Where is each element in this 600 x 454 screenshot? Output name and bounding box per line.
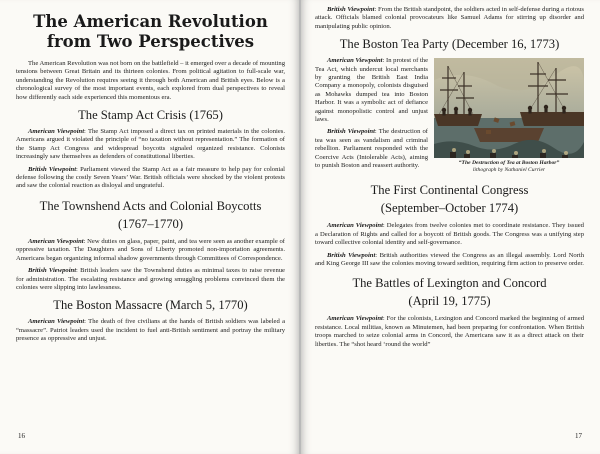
page-number-right: 17 (575, 432, 582, 440)
right-page (301, 0, 600, 454)
painting-illustration (434, 58, 584, 158)
viewpoint-label: American Viewpoint (327, 315, 383, 323)
stamp-act-heading: The Stamp Act Crisis (1765) (78, 108, 223, 123)
lexington-heading-line2: (April 19, 1775) (408, 294, 491, 309)
viewpoint-label: American Viewpoint (327, 222, 383, 230)
viewpoint-label: British Viewpoint (327, 6, 375, 13)
congress-heading-line1: The First Continental Congress (370, 183, 529, 198)
figure-caption (434, 160, 584, 173)
page-number-left: 16 (18, 432, 25, 440)
tea-party-heading: The Boston Tea Party (December 16, 1773) (339, 37, 560, 52)
left-page (0, 0, 299, 454)
chapter-title-line1: The American Revolution (33, 12, 268, 31)
left-page-content (16, 8, 285, 348)
congress-american-paragraph (315, 222, 584, 247)
townshend-british-paragraph (16, 267, 285, 292)
paragraph-text: : British authorities viewed the Congress as an illegal assembly. Lord North and King George III saw the colonies moving toward sedition, requiring firm action to preserve order. (315, 251, 584, 268)
paragraph-text: : The Stamp Act imposed a direct tax on printed materials in the colonies. Americans argued it violated the principle of “no taxation without representation.” The formation of the Stamp Act Congress and widespread boycotts signaled organized resistance. Colonists increasingly saw themselves as defenders of constitutional liberties. (16, 128, 285, 161)
stamp-british-paragraph (16, 166, 285, 191)
stamp-american-paragraph (16, 128, 285, 162)
viewpoint-label: British Viewpoint (327, 251, 376, 259)
caption-title: “The Destruction of Tea at Boston Harbor” (458, 160, 560, 167)
viewpoint-label: American Viewpoint (28, 318, 85, 326)
townshend-american-paragraph (16, 238, 285, 263)
paragraph-text: : Delegates from twelve colonies met to coordinate resistance. They issued a Declaration of Rights and called for a boycott of British goods. The Congress was a unifying step toward collective colonial identity and self-governance. (315, 222, 584, 247)
lexington-concord-heading (315, 274, 584, 310)
viewpoint-label: American Viewpoint (28, 237, 84, 245)
townshend-heading-line1: The Townshend Acts and Colonial Boycotts (39, 198, 262, 213)
townshend-heading-line2: (1767–1770) (117, 216, 184, 231)
paragraph-text: : For the colonists, Lexington and Concord marked the beginning of armed resistance. Local militias, known as Minutemen, had been preparing for confrontation. When British troops marched to seize colonial arms in Concord, the Americans saw it as a direct attack on their liberties. The “shot heard ‘round the world” (315, 315, 584, 348)
viewpoint-label: British Viewpoint (327, 128, 375, 136)
paragraph-text: : The death of five civilians at the hands of British soldiers was labeled a “massacre”. Patriot leaders used the incident to fuel anti-British sentiment and portray the military presence as oppressive and unjust. (16, 318, 285, 343)
lexington-american-paragraph (315, 315, 584, 349)
viewpoint-label: American Viewpoint (327, 57, 383, 65)
paragraph-text: : The destruction of tea was seen as vandalism and criminal rebellion. Parliament responded with the Coercive Acts (Intolerable Acts), aiming to punish Boston and reassert authority. (315, 128, 428, 170)
congress-heading-line2: (September–October 1774) (380, 201, 519, 216)
massacre-heading: The Boston Massacre (March 5, 1770) (53, 298, 248, 313)
viewpoint-label: British Viewpoint (28, 267, 77, 275)
chapter-title-line2: from Two Perspectives (46, 32, 255, 51)
massacre-american-paragraph (16, 318, 285, 343)
viewpoint-label: American Viewpoint (28, 128, 85, 136)
tea-party-figure (434, 58, 584, 173)
paragraph-text: : Parliament viewed the Stamp Act as a fair measure to help pay for colonial defense following the costly Seven Years’ War. British officials were shocked by the violent protests and saw the colonial reaction as disloyal and ungrateful. (16, 165, 285, 190)
tea-party-painting-image (434, 58, 584, 158)
townshend-heading (16, 197, 285, 233)
caption-credit: lithograph by Nathaniel Currier (472, 166, 546, 173)
paragraph-text: : British leaders saw the Townshend duties as minimal taxes to raise revenue for administration. The escalating resistance and growing smuggling problems convinced them the colonies were slipping into lawlessness. (16, 267, 285, 291)
continental-congress-heading (315, 181, 584, 217)
chapter-title (16, 12, 285, 52)
paragraph-text: : From the British standpoint, the soldiers acted in self-defense during a riotous attack. Officials blamed colonial provocateurs like Samuel Adams for stirring up disorder and manipulating public opinion. (315, 6, 584, 30)
massacre-british-paragraph (315, 6, 584, 31)
paragraph-text: : In protest of the Tea Act, which undercut local merchants by granting the British East India Company a monopoly, colonists disguised as Mohawks dumped tea into Boston Harbor. It was a symbolic act of defiance against monopolistic control and unjust laws. (315, 57, 428, 124)
viewpoint-label: British Viewpoint (28, 165, 77, 173)
congress-british-paragraph (315, 252, 584, 269)
lexington-heading-line1: The Battles of Lexington and Concord (352, 276, 547, 291)
intro-paragraph: The American Revolution was not born on the battlefield – it emerged over a decade of mounting tensions between Great Britain and its thirteen colonies. From political agitation to full-scale war, understanding the Revolution requires seeing it through both American and British eyes. Below is a chronological survey of the most important events, each explored from dual perspectives to reveal how differently each side experienced this momentous era. (16, 60, 285, 101)
right-page-content (315, 6, 584, 353)
paragraph-text: : New duties on glass, paper, paint, and tea were seen as another example of oppressive taxation. The Daughters and Sons of Liberty promoted non-importation agreements. Americans began organizing informal shadow governments through Committees of Correspondence. (16, 237, 285, 262)
